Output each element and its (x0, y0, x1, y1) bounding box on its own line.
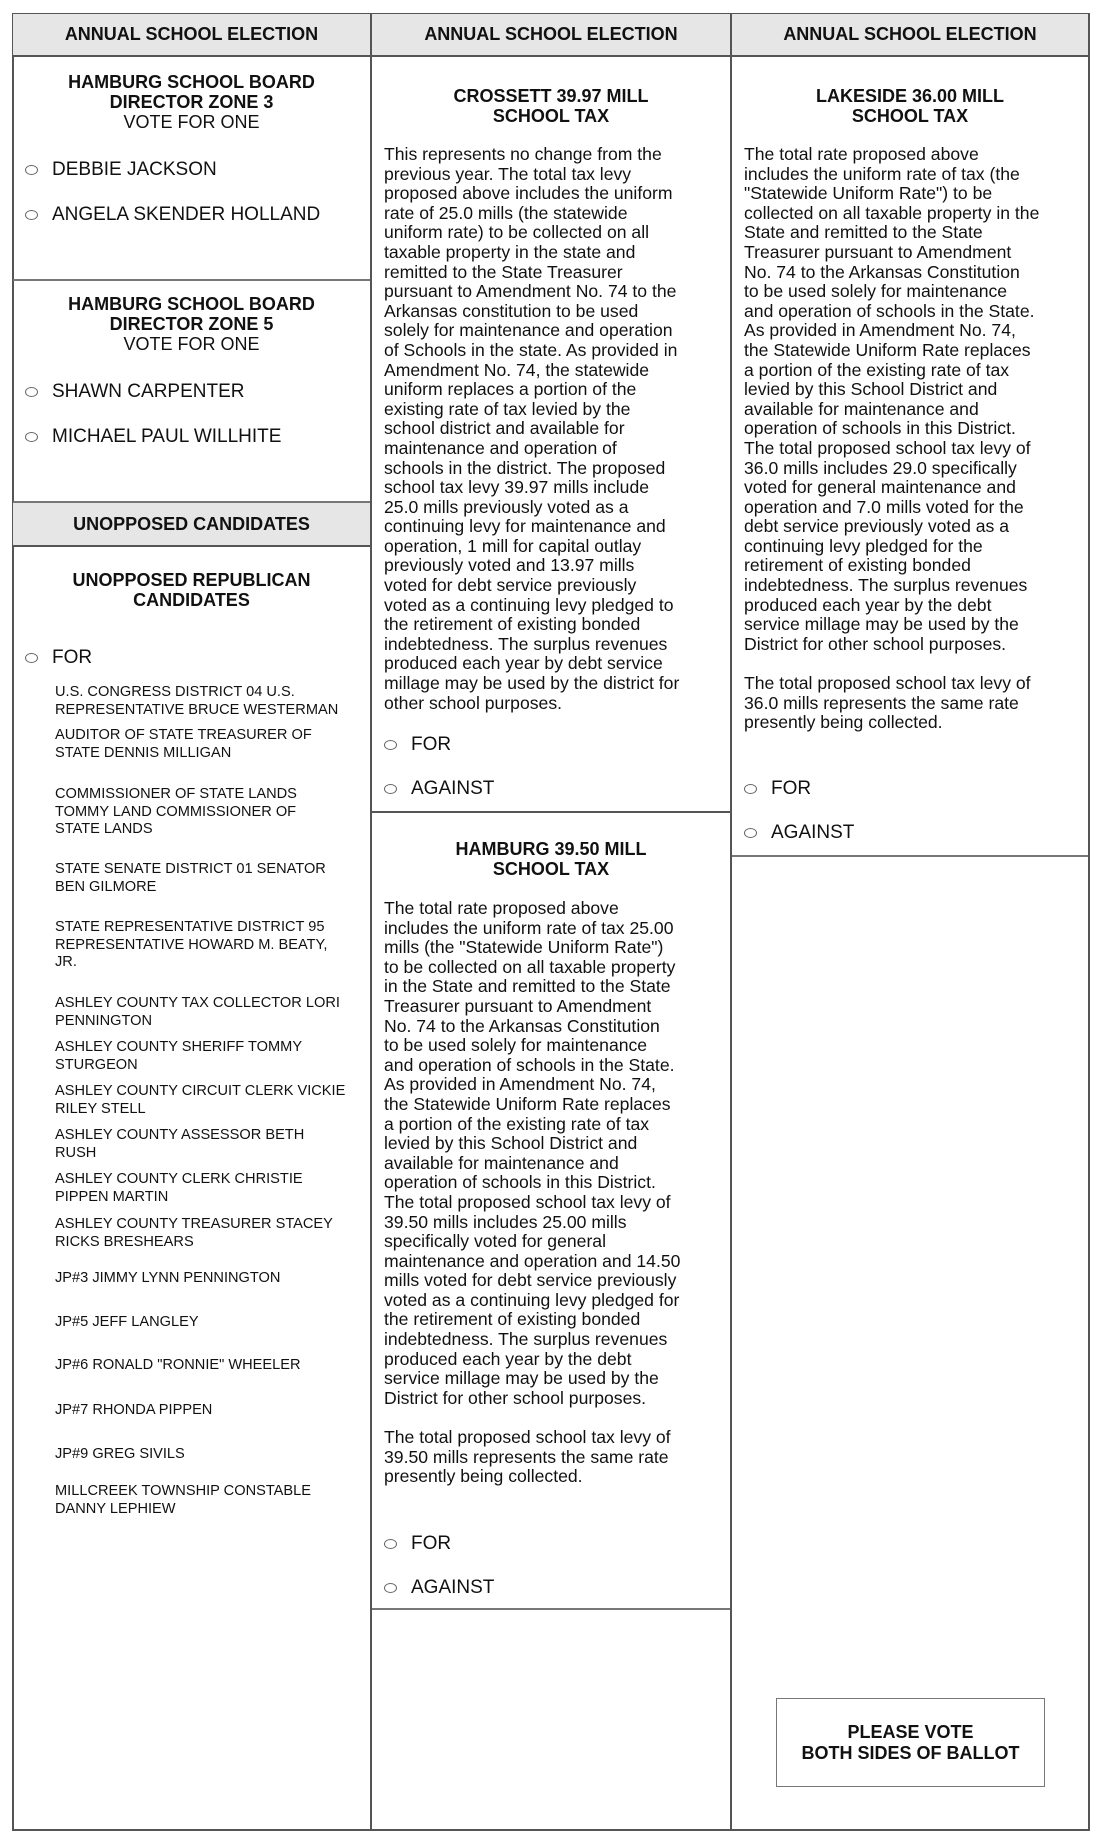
radio-oval-icon[interactable] (25, 432, 38, 442)
candidate-option[interactable] (25, 381, 244, 403)
radio-oval-icon[interactable] (25, 210, 38, 220)
contest-title-line: DIRECTOR ZONE 5 (109, 314, 274, 334)
unopposed-candidate: JP#7 RHONDA PIPPEN (55, 1402, 213, 1418)
option-label: FOR (411, 734, 452, 755)
unopposed-section-header: UNOPPOSED CANDIDATES (13, 501, 370, 547)
lakeside-measure-text: The total rate proposed above includes the uniform rate of tax (the "Statewide Uniform Rate") to be collected on all taxable property in the State and remitted to the State Treasurer pursuant to Amendment No. 74 to the Arkansas Constitution to be used solely for maintenance and operation of schools in the State. As provided in Amendment No. 74, the Statewide Uniform Rate replaces a portion of the existing rate of tax levied by this School District and available for maintenance and operation of schools in this District. The total proposed school tax levy of 36.0 mills includes 29.0 specifically voted for general maintenance and operation and 7.0 mills voted for the debt service previously voted as a continuing levy pledged for the retirement of existing bonded indebtedness. The surplus revenues produced each year by the debt service millage may be used by the District for other school purposes. The total proposed school tax levy of 36.0 mills represents the same rate presently being collected. (744, 144, 1040, 733)
unopposed-candidate: ASHLEY COUNTY SHERIFF TOMMY STURGEON (55, 1039, 303, 1073)
lakeside-against-option[interactable] (744, 822, 854, 844)
measure-title-line: HAMBURG 39.50 MILL (455, 839, 647, 859)
option-label: AGAINST (411, 778, 495, 799)
contest-title-line: HAMBURG SCHOOL BOARD (68, 294, 315, 314)
unopposed-candidate: STATE REPRESENTATIVE DISTRICT 95 REPRESENTATIVE HOWARD M. BEATY, JR. (55, 919, 328, 970)
unopposed-candidate: JP#3 JIMMY LYNN PENNINGTON (55, 1270, 281, 1286)
column-header: ANNUAL SCHOOL ELECTION (13, 14, 370, 57)
candidate-name: SHAWN CARPENTER (52, 381, 245, 402)
column-header: ANNUAL SCHOOL ELECTION (372, 14, 730, 57)
section-divider (372, 811, 730, 813)
unopposed-candidate: ASHLEY COUNTY CIRCUIT CLERK VICKIE RILEY STELL (55, 1083, 346, 1117)
vote-instruction: VOTE FOR ONE (123, 334, 260, 354)
crossett-against-option[interactable] (384, 778, 494, 800)
vote-both-sides-notice: PLEASE VOTE BOTH SIDES OF BALLOT (776, 1698, 1045, 1787)
hamburg-tax-for-option[interactable] (384, 1533, 451, 1555)
hamburg-tax-measure-title (372, 839, 730, 879)
candidate-option[interactable] (25, 204, 320, 226)
unopposed-contest-title (13, 570, 370, 610)
zone3-contest-title (13, 72, 370, 132)
zone5-contest-title (13, 294, 370, 354)
section-divider (372, 1608, 730, 1610)
option-label: AGAINST (411, 1577, 495, 1598)
candidate-option[interactable] (25, 426, 281, 448)
hamburg-tax-measure-text: The total rate proposed above includes the uniform rate of tax 25.00 mills (the "Statewide Uniform Rate") to be collected on all taxable property in the State and remitted to the State Treasurer pursuant to Amendment No. 74 to the Arkansas Constitution to be used solely for maintenance and operation of schools in the State. As provided in Amendment No. 74, the Statewide Uniform Rate replaces a portion of the existing rate of tax levied by this School District and available for maintenance and operation of schools in this District. The total proposed school tax levy of 39.50 mills includes 25.00 mills specifically voted for general maintenance and operation and 14.50 mills voted for debt service previously voted as a continuing levy pledged for the retirement of existing bonded indebtedness. The surplus revenues produced each year by the debt service millage may be used by the District for other school purposes. The total proposed school tax levy of 39.50 mills represents the same rate presently being collected. (384, 898, 681, 1487)
candidate-name: DEBBIE JACKSON (52, 159, 217, 180)
option-label: FOR (411, 1533, 452, 1554)
option-label: AGAINST (771, 822, 855, 843)
unopposed-candidate: ASHLEY COUNTY TAX COLLECTOR LORI PENNINGTON (55, 995, 340, 1029)
option-label: FOR (52, 647, 93, 668)
hamburg-tax-against-option[interactable] (384, 1577, 494, 1599)
contest-title-line: HAMBURG SCHOOL BOARD (68, 72, 315, 92)
unopposed-candidate: AUDITOR OF STATE TREASURER OF STATE DENNIS MILLIGAN (55, 727, 312, 761)
measure-title-line: SCHOOL TAX (851, 106, 969, 126)
lakeside-measure-title (732, 86, 1088, 126)
radio-oval-icon[interactable] (384, 1583, 397, 1593)
crossett-measure-title (372, 86, 730, 126)
crossett-for-option[interactable] (384, 734, 451, 756)
radio-oval-icon[interactable] (25, 387, 38, 397)
column-header: ANNUAL SCHOOL ELECTION (732, 14, 1088, 57)
radio-oval-icon[interactable] (25, 165, 38, 175)
lakeside-for-option[interactable] (744, 778, 811, 800)
vote-instruction: VOTE FOR ONE (123, 112, 260, 132)
crossett-measure-text: This represents no change from the previous year. The total tax levy proposed above includes the uniform rate of 25.0 mills (the statewide uniform rate) to be collected on all taxable property in the state and remitted to the State Treasurer pursuant to Amendment No. 74 to the Arkansas constitution to be used solely for maintenance and operation of Schools in the state. As provided in Amendment No. 74, the statewide uniform replaces a portion of the existing rate of tax levied by the school district and available for maintenance and operation of schools in the district. The proposed school tax levy 39.97 mills include 25.0 mills previously voted as a continuing levy for maintenance and operation, 1 mill for capital outlay previously voted and 13.97 mills voted for debt service previously voted as a continuing levy pledged to the retirement of existing bonded indebtedness. The surplus revenues produced each year by debt service millage may be used by the district for other school purposes. (384, 144, 680, 713)
unopposed-candidate: JP#9 GREG SIVILS (55, 1446, 185, 1462)
unopposed-candidate: U.S. CONGRESS DISTRICT 04 U.S. REPRESENTATIVE BRUCE WESTERMAN (55, 684, 339, 718)
section-divider (732, 855, 1088, 857)
candidate-name: MICHAEL PAUL WILLHITE (52, 426, 282, 447)
unopposed-candidate: ASHLEY COUNTY ASSESSOR BETH RUSH (55, 1127, 305, 1161)
radio-oval-icon[interactable] (384, 784, 397, 794)
unopposed-candidate: ASHLEY COUNTY TREASURER STACEY RICKS BRESHEARS (55, 1216, 333, 1250)
radio-oval-icon[interactable] (744, 828, 757, 838)
unopposed-candidate: COMMISSIONER OF STATE LANDS TOMMY LAND COMMISSIONER OF STATE LANDS (55, 786, 297, 837)
unopposed-candidate: JP#5 JEFF LANGLEY (55, 1314, 199, 1330)
candidate-name: ANGELA SKENDER HOLLAND (52, 204, 321, 225)
unopposed-candidate: ASHLEY COUNTY CLERK CHRISTIE PIPPEN MARTIN (55, 1171, 303, 1205)
contest-title-line: UNOPPOSED REPUBLICAN (72, 570, 311, 590)
measure-title-line: LAKESIDE 36.00 MILL (815, 86, 1005, 106)
contest-title-line: CANDIDATES (133, 590, 250, 610)
radio-oval-icon[interactable] (25, 653, 38, 663)
radio-oval-icon[interactable] (744, 784, 757, 794)
unopposed-candidate: STATE SENATE DISTRICT 01 SENATOR BEN GILMORE (55, 861, 326, 895)
column-divider (370, 14, 372, 1830)
measure-title-line: CROSSETT 39.97 MILL (453, 86, 649, 106)
unopposed-candidate: MILLCREEK TOWNSHIP CONSTABLE DANNY LEPHIEW (55, 1483, 311, 1517)
measure-title-line: SCHOOL TAX (492, 859, 610, 879)
section-divider (13, 279, 370, 281)
radio-oval-icon[interactable] (384, 1539, 397, 1549)
measure-title-line: SCHOOL TAX (492, 106, 610, 126)
radio-oval-icon[interactable] (384, 740, 397, 750)
unopposed-candidate: JP#6 RONALD "RONNIE" WHEELER (55, 1357, 301, 1373)
option-label: FOR (771, 778, 812, 799)
contest-title-line: DIRECTOR ZONE 3 (109, 92, 274, 112)
candidate-option[interactable] (25, 159, 217, 181)
unopposed-for-option[interactable] (25, 647, 92, 669)
column-divider (730, 14, 732, 1830)
